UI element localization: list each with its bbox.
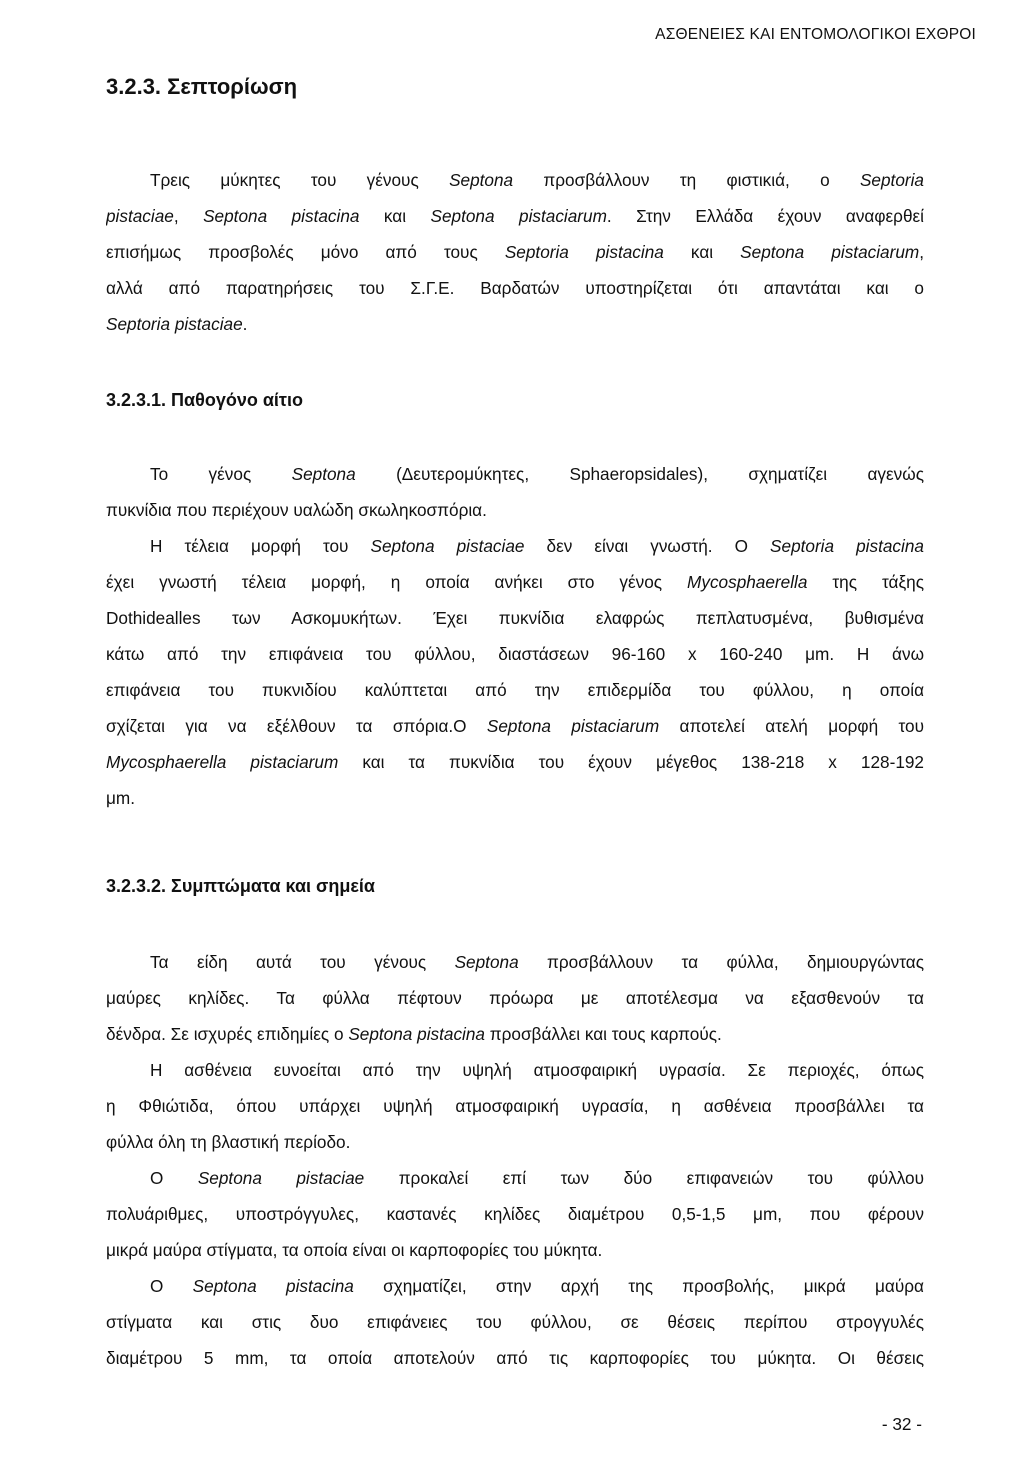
text-line: Το γένος Septona (Δευτερομύκητες, Sphaeropsidales), σχηματίζει αγενώς [150, 464, 924, 484]
text-line: Τρεις μύκητες του γένους Septona προσβάλλουν τη φιστικιά, ο Septoria [150, 170, 924, 190]
text-line: pistaciae, Septona pistacina και Septona pistaciarum. Στην Ελλάδα έχουν αναφερθεί [106, 206, 924, 226]
scientific-name: pistaciae [296, 1168, 365, 1188]
running-header: ΑΣΘΕΝΕΙΕΣ ΚΑΙ ΕΝΤΟΜΟΛΟΓΙΚΟΙ ΕΧΘΡΟΙ [655, 26, 976, 43]
scientific-name: pistacina [291, 206, 360, 226]
scientific-name: Septona [486, 716, 551, 736]
scientific-name: Septona [370, 536, 435, 556]
scientific-name: Septona [348, 1024, 413, 1044]
scientific-name: pistaciarum [831, 242, 920, 262]
text-line: μm. [106, 788, 135, 808]
text-line: Ο Septona pistacina σχηματίζει, στην αρχή της προσβολής, μικρά μαύρα [150, 1276, 924, 1296]
text-line: αλλά από παρατηρήσεις του Σ.Γ.Ε. Βαρδατών υποστηρίζεται ότι απαντάται και ο [106, 278, 924, 298]
symptoms-paragraphs [106, 944, 924, 1376]
intro-paragraph [106, 162, 924, 342]
text-line: επισήμως προσβολές μόνο από τους Septoria pistacina και Septona pistaciarum, [106, 242, 924, 262]
scientific-name: Septona [430, 206, 495, 226]
text-line: επιφάνεια του πυκνιδίου καλύπτεται από την επιδερμίδα του φύλλου, η οποία [106, 680, 924, 700]
text-line: η Φθιώτιδα, όπου υπάρχει υψηλή ατμοσφαιρική υγρασία, η ασθένεια προσβάλλει τα [106, 1096, 924, 1116]
text-line: Η ασθένεια ευνοείται από την υψηλή ατμοσφαιρική υγρασία. Σε περιοχές, όπως [150, 1060, 924, 1080]
scientific-name: Septona [740, 242, 805, 262]
scientific-name: pistaciae [106, 206, 174, 226]
text-line: μαύρες κηλίδες. Τα φύλλα πέφτουν πρόωρα με αποτέλεσμα να εξασθενούν τα [106, 988, 924, 1008]
text-line: κάτω από την επιφάνεια του φύλλου, διαστάσεων 96-160 x 160-240 μm. Η άνω [106, 644, 924, 664]
subsection-heading-pathogen: 3.2.3.1. Παθογόνο αίτιο [106, 390, 303, 410]
text-line: μικρά μαύρα στίγματα, τα οποία είναι οι καρποφορίες του μύκητα. [106, 1240, 603, 1260]
text-line: Ο Septona pistaciae προκαλεί επί των δύο επιφανειών του φύλλου [150, 1168, 924, 1188]
text-line: πυκνίδια που περιέχουν υαλώδη σκωληκοσπόρια. [106, 500, 487, 520]
text-line: Septoria pistaciae. [106, 314, 248, 334]
scientific-name: Septoria [859, 170, 924, 190]
scientific-name: Septoria [504, 242, 569, 262]
scientific-name: Septona [197, 1168, 262, 1188]
scientific-name: pistaciarum [250, 752, 339, 772]
scientific-name: Septona [291, 464, 356, 484]
text-line: έχει γνωστή τέλεια μορφή, η οποία ανήκει στο γένος Mycosphaerella της τάξης [106, 572, 924, 592]
text-line: διαμέτρου 5 mm, τα οποία αποτελούν από τις καρποφορίες του μύκητα. Οι θέσεις [106, 1348, 924, 1368]
scientific-name: Septona [454, 952, 519, 972]
scientific-name: pistaciarum [571, 716, 660, 736]
scientific-name: pistaciarum [519, 206, 607, 226]
scientific-name: Septoria [770, 536, 835, 556]
section-heading: 3.2.3. Σεπτορίωση [106, 74, 298, 99]
scientific-name: Septoria [106, 314, 171, 334]
text-line: Η τέλεια μορφή του Septona pistaciae δεν είναι γνωστή. Ο Septoria pistacina [150, 536, 924, 556]
pathogen-paragraphs [106, 456, 924, 816]
scientific-name: Mycosphaerella [687, 572, 808, 592]
scientific-name: Mycosphaerella [106, 752, 227, 772]
text-line: Mycosphaerella pistaciarum και τα πυκνίδια του έχουν μέγεθος 138-218 x 128-192 [106, 752, 924, 772]
scientific-name: pistaciae [456, 536, 525, 556]
scientific-name: Septona [449, 170, 514, 190]
scientific-name: pistacina [856, 536, 924, 556]
text-line: σχίζεται για να εξέλθουν τα σπόρια.Ο Septona pistaciarum αποτελεί ατελή μορφή του [106, 716, 924, 736]
text-line: Τα είδη αυτά του γένους Septona προσβάλλουν τα φύλλα, δημιουργώντας [150, 952, 924, 972]
scientific-name: pistacina [286, 1276, 354, 1296]
text-line: δένδρα. Σε ισχυρές επιδημίες ο Septona pistacina προσβάλλει και τους καρπούς. [106, 1024, 722, 1044]
scientific-name: pistaciae [174, 314, 243, 334]
scientific-name: pistacina [595, 242, 664, 262]
scientific-name: Septona [203, 206, 268, 226]
scientific-name: Septona [192, 1276, 257, 1296]
scientific-name: pistacina [417, 1024, 485, 1044]
text-line: πολυάριθμες, υποστρόγγυλες, καστανές κηλίδες διαμέτρου 0,5-1,5 μm, που φέρουν [106, 1204, 924, 1224]
page-number: - 32 - [881, 1414, 922, 1434]
subsection-heading-symptoms: 3.2.3.2. Συμπτώματα και σημεία [106, 876, 375, 896]
text-line: φύλλα όλη τη βλαστική περίοδο. [106, 1132, 351, 1152]
text-line: στίγματα και στις δυο επιφάνειες του φύλλου, σε θέσεις περίπου στρογγυλές [106, 1312, 924, 1332]
text-line: Dothidealles των Ασκομυκήτων. Έχει πυκνίδια ελαφρώς πεπλατυσμένα, βυθισμένα [106, 608, 924, 628]
